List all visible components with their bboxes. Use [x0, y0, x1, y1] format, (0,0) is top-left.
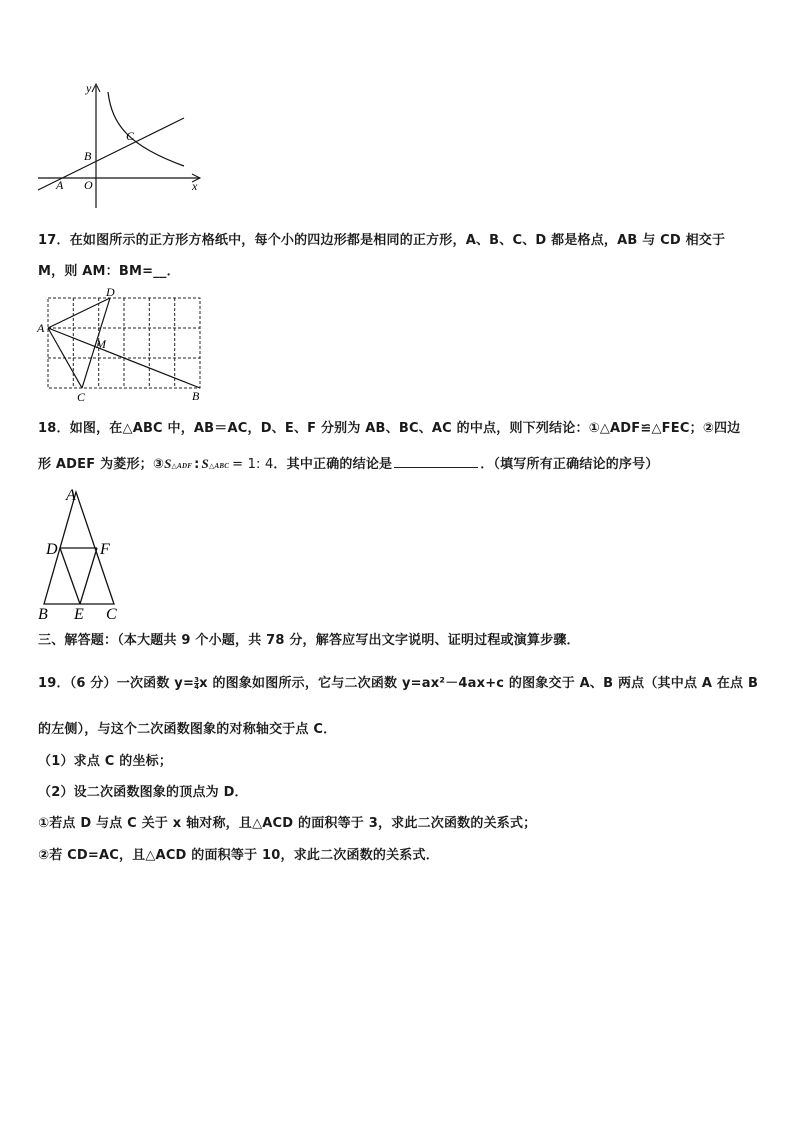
tri-label-A: A [66, 487, 76, 504]
q18-s1: S [164, 456, 172, 471]
segment-AD [48, 298, 110, 328]
q18-line2-part-c: ．（填写所有正确结论的序号） [480, 457, 659, 472]
q19-line3: （1）求点 C 的坐标； [38, 754, 173, 769]
grid-label-B: B [192, 389, 200, 402]
q18-ratio: = 1: 4 [232, 457, 274, 472]
q19-frac-den: 4 [194, 683, 200, 691]
grid-lines [48, 298, 200, 388]
tri-label-B: B [38, 606, 48, 622]
grid-label-C: C [77, 390, 86, 402]
q19-line1-b: x 的图象如图所示，它与二次函数 y=ax²－4ax+c 的图象交于 A、B 两点（其中点 A 在点 B [199, 676, 759, 691]
triangle-figure [34, 484, 130, 622]
q19-frac-num: 3 [194, 676, 200, 684]
label-A: A [56, 178, 64, 192]
grid-figure [34, 284, 206, 402]
q19-line6: ②若 CD=AC，且△ACD 的面积等于 10，求此二次函数的关系式． [38, 848, 439, 863]
label-O: O [84, 178, 93, 192]
q17-line1: 17．在如图所示的正方形方格纸中，每个小的四边形都是相同的正方形，A、B、C、D 都是格点，AB 与 CD 相交于 [38, 233, 726, 248]
q17-answer-blank: __ [153, 264, 167, 279]
q19-line2: 的左侧），与这个二次函数图象的对称轴交于点 C． [38, 722, 337, 737]
tri-label-E: E [74, 606, 84, 622]
coordinate-figure [34, 80, 204, 212]
q19-line1-a: 19．（6 分）一次函数 y= [38, 676, 195, 691]
q19-line5: ①若点 D 与点 C 关于 x 轴对称，且△ACD 的面积等于 3，求此二次函数的关系式； [38, 816, 537, 831]
q18-line2 [38, 453, 659, 472]
q18-colon: : [194, 457, 200, 472]
segment-FE [80, 548, 97, 604]
q18-line2-part-b: ．其中正确的结论是 [273, 457, 393, 472]
tri-label-C: C [106, 606, 117, 622]
q18-answer-blank [394, 455, 478, 468]
q19-line1 [38, 672, 758, 691]
label-B: B [84, 149, 92, 163]
section3-heading: 三、解答题：（本大题共 9 个小题，共 78 分，解答应写出文字说明、证明过程或演算步骤． [38, 633, 580, 648]
tri-label-D: D [46, 541, 58, 558]
q17-line2-text: M，则 AM：BM= [38, 264, 154, 279]
q17-line2 [38, 260, 180, 279]
grid-label-A: A [37, 321, 45, 335]
grid-label-M: M [96, 337, 106, 351]
q17-line2-end: ． [166, 264, 180, 279]
q18-s2-sub: △ABC [208, 462, 230, 470]
label-y: y [86, 81, 92, 95]
q18-s2: S [201, 456, 209, 471]
q18-line1: 18．如图，在△ABC 中，AB＝AC，D、E、F 分别为 AB、BC、AC 的中点，则下列结论：①△ADF≌△FEC；②四边 [38, 421, 741, 436]
q19-line4: （2）设二次函数图象的顶点为 D． [38, 785, 248, 800]
q18-s1-sub: △ADF [171, 462, 193, 470]
grid-label-D: D [106, 285, 115, 299]
label-x: x [192, 179, 198, 193]
label-C: C [126, 129, 135, 143]
tri-label-F: F [100, 541, 110, 558]
hyperbola-curve [108, 92, 184, 166]
segment-DE [60, 548, 80, 604]
q18-line2-part-a: 形 ADEF 为菱形；③ [38, 457, 165, 472]
